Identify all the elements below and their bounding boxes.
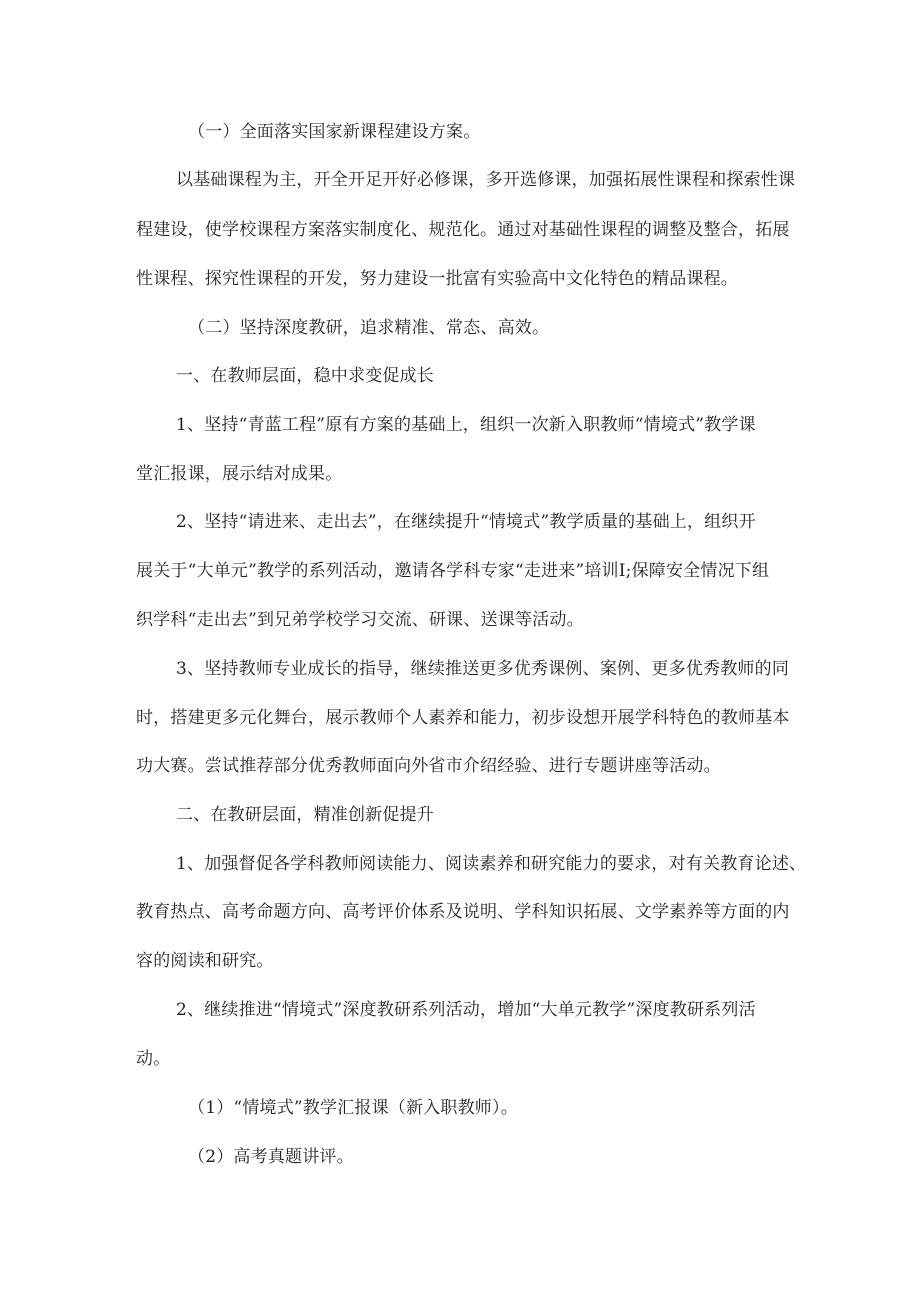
paragraph-line: 织学科“走出去”到兄弟学校学习交流、研课、送课等活动。	[136, 610, 584, 630]
paragraph-line: 1、坚持“青蓝工程”原有方案的基础上，组织一次新入职教师“情境式”教学课	[176, 415, 756, 435]
paragraph-line: 3、坚持教师专业成长的指导，继续推送更多优秀课例、案例、更多优秀教师的同	[176, 659, 790, 679]
paragraph-line: 程建设，使学校课程方案落实制度化、规范化。通过对基础性课程的调整及整合，拓展	[136, 220, 790, 240]
paragraph-line: 动。	[136, 1049, 171, 1069]
section-heading-1: （一）全面落实国家新课程建设方案。	[188, 122, 481, 142]
paragraph-line: 堂汇报课，展示结对成果。	[136, 464, 343, 484]
subsection-heading-1: 一、在教师层面，稳中求变促成长	[176, 366, 434, 386]
paragraph-line: 1、加强督促各学科教师阅读能力、阅读素养和研究能力的要求，对有关教育论述、	[176, 854, 807, 874]
paragraph-line: 时，搭建更多元化舞台，展示教师个人素养和能力，初步设想开展学科特色的教师基本	[136, 708, 790, 728]
paragraph-line: 功大赛。尝试推荐部分优秀教师面向外省市介绍经验、进行专题讲座等活动。	[136, 756, 721, 776]
paragraph-line: 教育热点、高考命题方向、高考评价体系及说明、学科知识拓展、文学素养等方面的内	[136, 902, 790, 922]
subsection-heading-2: 二、在教研层面，精准创新促提升	[176, 805, 434, 825]
paragraph-line: 容的阅读和研究。	[136, 951, 274, 971]
section-heading-2: （二）坚持深度教研，追求精准、常态、高效。	[188, 318, 550, 338]
paragraph-line: 以基础课程为主，开全开足开好必修课，多开选修课，加强拓展性课程和探索性课	[176, 170, 796, 190]
paragraph-line: 2、继续推进“情境式”深度教研系列活动，增加“大单元教学”深度教研系列活	[176, 1000, 756, 1020]
paragraph-line: 展关于“大单元”教学的系列活动，邀请各学科专家“走进来”培训I;保障安全情况下组	[136, 561, 770, 581]
paragraph-line: 性课程、探究性课程的开发，努力建设一批富有实验高中文化特色的精品课程。	[136, 269, 738, 289]
paragraph-line: 2、坚持“请进来、走出去”，在继续提升“情境式”教学质量的基础上，组织开	[176, 512, 756, 532]
list-item: （2）高考真题讲评。	[188, 1147, 354, 1167]
list-item: （1）“情境式”教学汇报课（新入职教师）。	[188, 1098, 518, 1118]
